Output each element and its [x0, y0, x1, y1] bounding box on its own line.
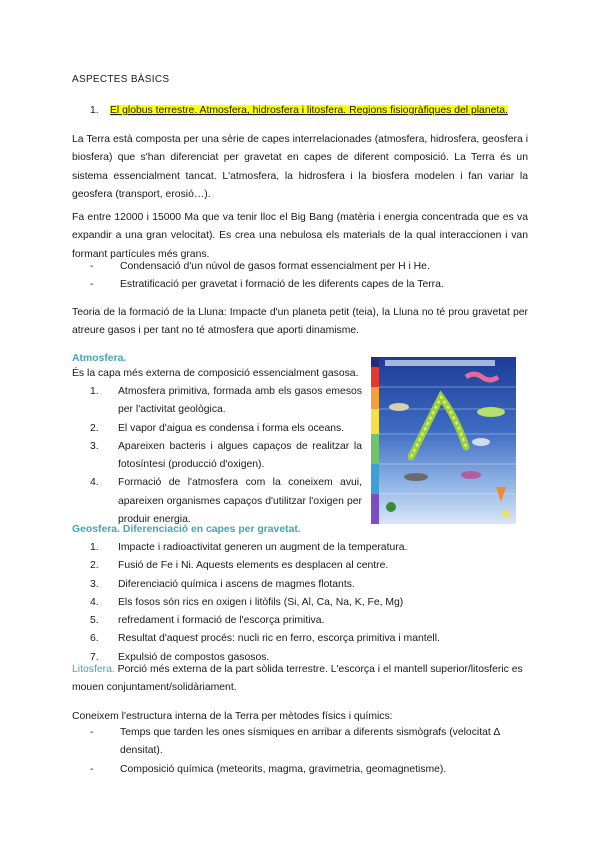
atmosfera-list [90, 383, 362, 529]
item-number: 2. [90, 560, 99, 572]
item-number: 3. [90, 578, 99, 590]
section-heading [90, 102, 508, 120]
item-text: Fusió de Fe i Ni. Aquests elements es desplacen al centre. [118, 560, 389, 572]
item-text: Formació de l'atmosfera com la coneixem avui, apareixen organismes capaços d'utilitzar l'oxigen per produir energia. [118, 477, 362, 526]
item-text: Diferenciació química i ascens de magmes flotants. [118, 578, 355, 590]
atmosfera-heading: Atmosfera. [72, 353, 127, 364]
geosfera-heading: Geosfera. Diferenciació en capes per gravetat. [72, 524, 301, 535]
evolution-illustration [371, 357, 516, 524]
structure-paragraph: Coneixem l'estructura interna de la Terra per mètodes físics i químics: [72, 711, 393, 722]
litosfera-heading: Litosfera. [72, 664, 115, 675]
intro-paragraph: La Terra està composta per una sèrie de capes interrelacionades (atmosfera, hidrosfera, geosfera i biosfera) que s'han diferenciat per gravetat en capes de diferent composició. La Terra és un sistema essencialment tancat. L'atmosfera, la hidrosfera i la biosfera modelen i fan variar la geosfera (transport, erosió…). [72, 134, 528, 200]
item-number: 2. [90, 422, 99, 434]
document-title: ASPECTES BÀSICS [72, 74, 170, 85]
item-number: 4. [90, 596, 99, 608]
list-item [90, 438, 362, 475]
item-text: refredament i formació de l'escorça primitiva. [118, 615, 325, 627]
list-item: - Estratificació per gravetat i formació de les diferents capes de la Terra. [90, 276, 530, 294]
litosfera-text: Porció més externa de la part sòlida terrestre. L'escorça i el mantell superior/litosferic es mouen conjuntament/solidàriament. [72, 664, 523, 694]
moon-paragraph: Teoria de la formació de la Lluna: Impacte d'un planeta petit (teia), la Lluna no té prou gravetat per atreure gasos i per tant no té atmosfera que aporti dinamisme. [72, 307, 528, 337]
item-number: 7. [90, 651, 99, 663]
geosfera-list [90, 539, 530, 667]
list-item [90, 576, 530, 594]
item-number: 3. [90, 440, 99, 452]
bigbang-paragraph: Fa entre 12000 i 15000 Ma que va tenir lloc el Big Bang (matèria i energia concentrada que es va expandir a una gran velocitat). Es crea una nebulosa els materials de la qual interaccionen i van formant partícules més grans. [72, 212, 528, 260]
item-text: El vapor d'aigua es condensa i forma els oceans. [118, 422, 345, 434]
list-item: - Composició química (meteorits, magma, gravimetria, geomagnetisme). [90, 761, 530, 779]
list-item [90, 630, 530, 648]
bigbang-list [90, 258, 530, 295]
list-item [90, 557, 530, 575]
list-item: - Temps que tarden les ones sísmiques en arribar a diferents sismògrafs (velocitat ∆ densitat). [90, 724, 530, 761]
item-text: Apareixen bacteris i algues capaços de realitzar la fotosíntesi (producció d'oxigen). [118, 440, 362, 471]
list-item [90, 612, 530, 630]
item-text: Atmosfera primitiva, formada amb els gasos emesos per l'activitat geològica. [118, 386, 362, 416]
litosfera-paragraph [72, 661, 528, 698]
item-number: 6. [90, 633, 99, 645]
section-title: El globus terrestre. Atmosfera, hidrosfera i litosfera. Regions fisiogràfiques del planeta. [110, 105, 508, 116]
item-text: Els fosos són rics en oxigen i litòfils (Si, Al, Ca, Na, K, Fe, Mg) [118, 596, 404, 608]
structure-list [90, 724, 530, 779]
list-item [90, 594, 530, 612]
list-item: - Condensació d'un núvol de gasos format essencialment per H i He. [90, 258, 530, 276]
atmosfera-intro: És la capa més externa de composició essencialment gasosa. [72, 368, 359, 379]
evolution-diagram-image [371, 357, 516, 524]
item-text: Expulsió de compostos gasosos. [118, 651, 270, 663]
section-number: 1. [90, 105, 99, 116]
list-item [90, 539, 530, 557]
item-number: 1. [90, 542, 99, 553]
item-number: 1. [90, 386, 99, 397]
item-number: 5. [90, 615, 99, 627]
item-text: Impacte i radioactivitat generen un augment de la temperatura. [118, 542, 408, 553]
list-item [90, 383, 362, 420]
list-item [90, 420, 362, 438]
item-text: Resultat d'aquest procés: nucli ric en ferro, escorça primitiva i mantell. [118, 633, 440, 645]
item-number: 4. [90, 477, 99, 489]
